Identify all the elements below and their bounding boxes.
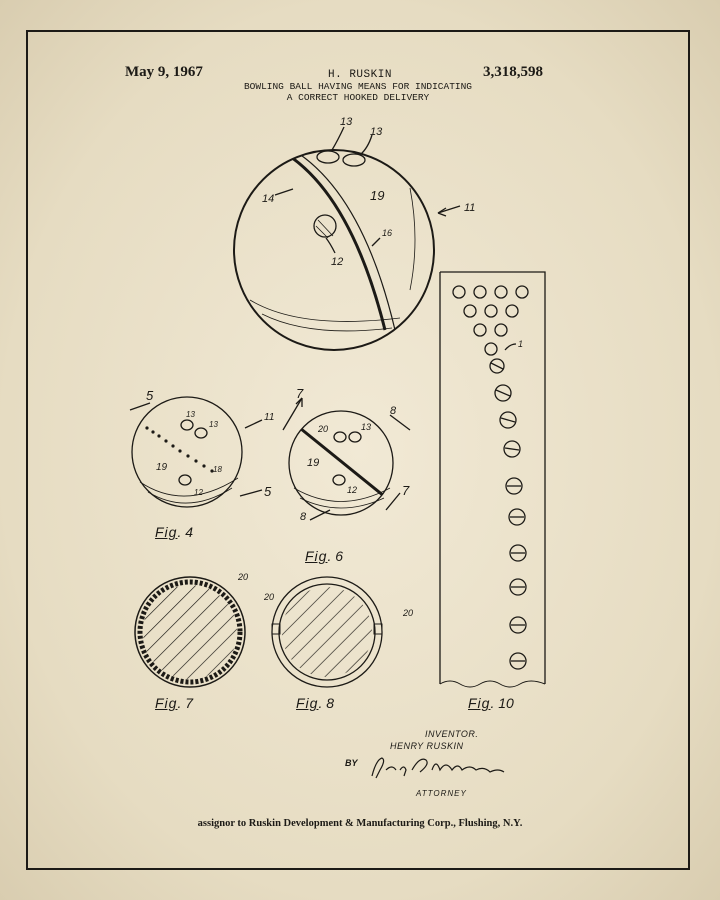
fig-4-caption — [155, 524, 193, 540]
ref-7: 7 — [402, 483, 410, 498]
fig-8-number: . 8 — [318, 695, 335, 711]
ref-14: 14 — [262, 193, 275, 205]
ref-8: 8 — [390, 405, 397, 417]
inventor-name: HENRY RUSKIN — [390, 741, 464, 751]
ref-1: 1 — [518, 339, 524, 349]
ref-20: 20 — [264, 592, 275, 602]
ref-5: 5 — [264, 484, 272, 499]
main-ball-figure — [234, 127, 460, 350]
fig-7-caption — [155, 695, 193, 711]
patent-number: 3,318,598 — [483, 64, 543, 80]
ref-19: 19 — [370, 188, 385, 203]
ref-19: 19 — [307, 457, 320, 469]
attorney-signature — [372, 758, 504, 778]
fig-6-number: . 6 — [327, 548, 344, 564]
ref-7: 7 — [296, 386, 304, 401]
patent-date: May 9, 1967 — [125, 64, 203, 80]
patent-title-line-2: A CORRECT HOOKED DELIVERY — [286, 92, 430, 103]
fig-4-refs — [146, 388, 274, 499]
ball-path — [490, 359, 526, 669]
fig-8-word: Fig — [296, 695, 319, 711]
ref-12: 12 — [331, 256, 344, 268]
fig-10-lane — [440, 272, 545, 687]
inventor-label: INVENTOR. — [425, 729, 479, 739]
ref-12: 12 — [194, 488, 203, 497]
ref-13: 13 — [209, 420, 218, 429]
ref-16: 16 — [382, 228, 393, 238]
fig-7-word: Fig — [155, 695, 178, 711]
ref-12: 12 — [347, 485, 358, 495]
fig-7-drawing — [135, 577, 245, 687]
ref-13: 13 — [186, 410, 195, 419]
fig-6-word: Fig — [305, 548, 328, 564]
main-ball-refs — [262, 116, 475, 268]
fig-8-drawing — [272, 577, 382, 687]
ref-20: 20 — [318, 424, 329, 434]
inventor-short-name: H. RUSKIN — [328, 69, 392, 81]
ref-13: 13 — [370, 126, 383, 138]
fig-6-caption — [305, 548, 343, 564]
ref-13: 13 — [361, 422, 372, 432]
fig-10-caption — [468, 695, 514, 711]
attorney-label: ATTORNEY — [416, 789, 467, 798]
patent-title-line-1: BOWLING BALL HAVING MEANS FOR INDICATING — [243, 81, 473, 92]
fig-10-word: Fig — [468, 695, 491, 711]
fig-7-refs — [237, 572, 248, 582]
ref-19: 19 — [156, 462, 168, 473]
fig-8-caption — [296, 695, 334, 711]
assignor-line: assignor to Ruskin Development & Manufacturing Corp., Flushing, N.Y. — [197, 818, 523, 829]
ref-20: 20 — [238, 572, 249, 582]
ref-13: 13 — [340, 116, 353, 128]
fig-7-number: . 7 — [177, 695, 194, 711]
fig-4-number: . 4 — [177, 524, 194, 540]
ref-18: 18 — [213, 465, 222, 474]
ref-11: 11 — [264, 412, 275, 423]
pins — [453, 286, 528, 355]
ref-8: 8 — [300, 511, 307, 523]
fig-10-number: . 10 — [490, 695, 514, 711]
fig-10-refs — [518, 339, 523, 349]
ref-20: 20 — [403, 608, 414, 618]
ref-5: 5 — [146, 388, 154, 403]
by-label: BY — [345, 758, 358, 768]
fig-4-word: Fig — [155, 524, 178, 540]
ref-11: 11 — [464, 202, 476, 214]
